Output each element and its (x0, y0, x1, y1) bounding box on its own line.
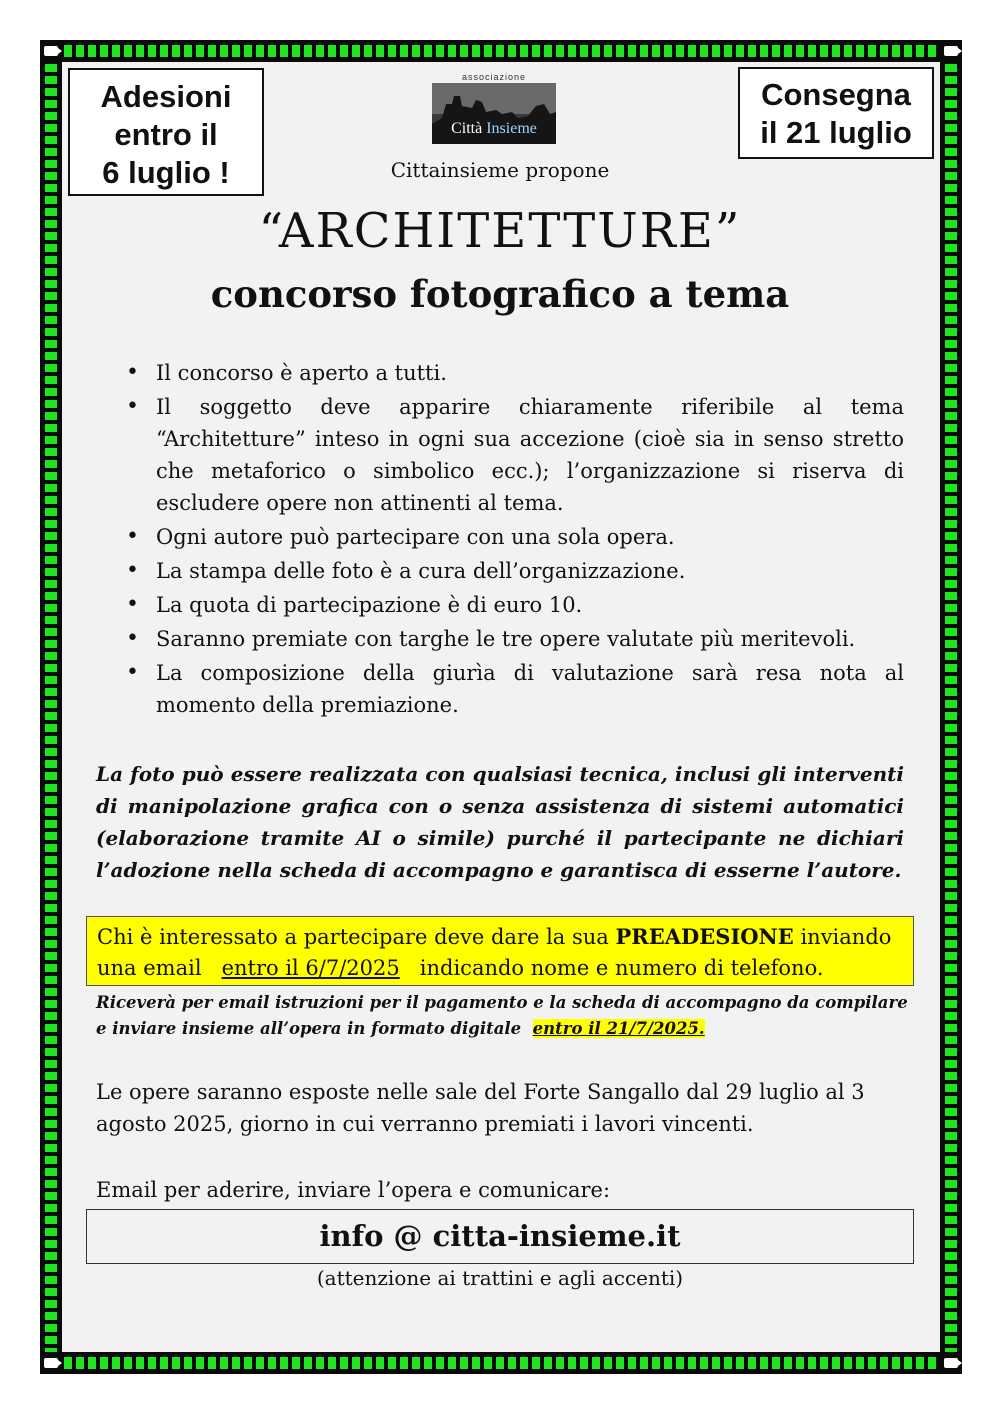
page-subtitle: concorso fotografico a tema (210, 272, 790, 316)
proposer-line: Cittainsieme propone (390, 158, 610, 182)
camera-icon (40, 40, 62, 62)
logo-name-part2: Insieme (486, 120, 537, 137)
logo-image (432, 84, 556, 144)
prereg-deadline: entro il 6/7/2025 (221, 956, 400, 980)
list-item: • La quota di partecipazione è di euro 10. (124, 589, 904, 621)
prereg-keyword: PREADESIONE (615, 924, 794, 949)
prereg-text: inviando una email (97, 925, 892, 980)
list-item: • Il concorso è aperto a tutti. (124, 357, 904, 389)
contact-note: (attenzione ai trattini e agli accenti) (316, 1266, 684, 1290)
instructions-text: Riceverà per email istruzioni per il pagamento e la scheda di accompagno da compilare e inviare insieme all’opera in formato digitale (96, 993, 908, 1038)
film-border-bottom (40, 1352, 962, 1374)
exhibition-paragraph: Le opere saranno esposte nelle sale del Forte Sangallo dal 29 luglio al 3 agosto 2025, giorno in cui verranno premiati i lavori vincenti. (96, 1080, 865, 1136)
logo-caption: associazione (432, 72, 556, 84)
badge-line: entro il (114, 117, 218, 152)
instructions-note (96, 990, 916, 1042)
list-item: • Ogni autore può partecipare con una sola opera. (124, 521, 904, 553)
list-item: • Il soggetto deve apparire chiaramente riferibile al tema “Architetture” inteso in ogni sua accezione (cioè sia in senso stretto che metaforico o simbolico ecc.); l’organizzazione si riserva di escludere opere non attinenti al tema. (124, 391, 904, 519)
list-item: • La composizione della giurìa di valutazione sarà resa nota al momento della premiazione. (124, 657, 904, 721)
camera-icon (940, 40, 962, 62)
camera-icon (940, 1352, 962, 1374)
preregistration-box (86, 916, 914, 986)
list-item: • Saranno premiate con targhe le tre opere valutate più meritevoli. (124, 623, 904, 655)
contact-label: Email per aderire, inviare l’opera e comunicare: (96, 1178, 611, 1202)
badge-line: Consegna (761, 77, 911, 112)
association-logo (432, 72, 556, 144)
contact-email[interactable]: info @ citta-insieme.it (86, 1209, 914, 1264)
delivery-deadline-badge (738, 67, 934, 159)
prereg-text: Chi è interessato a partecipare deve dare la sua (97, 925, 609, 949)
list-item: • La stampa delle foto è a cura dell’organizzazione. (124, 555, 904, 587)
logo-name (432, 120, 556, 138)
badge-line: Adesioni (100, 79, 232, 114)
badge-line: il 21 luglio (760, 115, 912, 150)
logo-name-part1: Città (451, 120, 483, 137)
rules-list (124, 357, 904, 723)
camera-icon (40, 1352, 62, 1374)
film-border-top (40, 40, 962, 62)
badge-line: 6 luglio ! (102, 155, 230, 190)
technique-paragraph: La foto può essere realizzata con qualsiasi tecnica, inclusi gli interventi di manipolazione grafica con o senza assistenza di sistemi automatici (elaborazione tramite AI o simile) purché il partecipante ne dichiari l’adozione nella scheda di accompagno e garantisca di esserne l’autore. (96, 762, 904, 882)
prereg-text: indicando nome e numero di telefono. (419, 956, 824, 980)
page-title: “ARCHITETTURE” (258, 203, 742, 259)
delivery-deadline: entro il 21/7/2025. (532, 1019, 705, 1038)
